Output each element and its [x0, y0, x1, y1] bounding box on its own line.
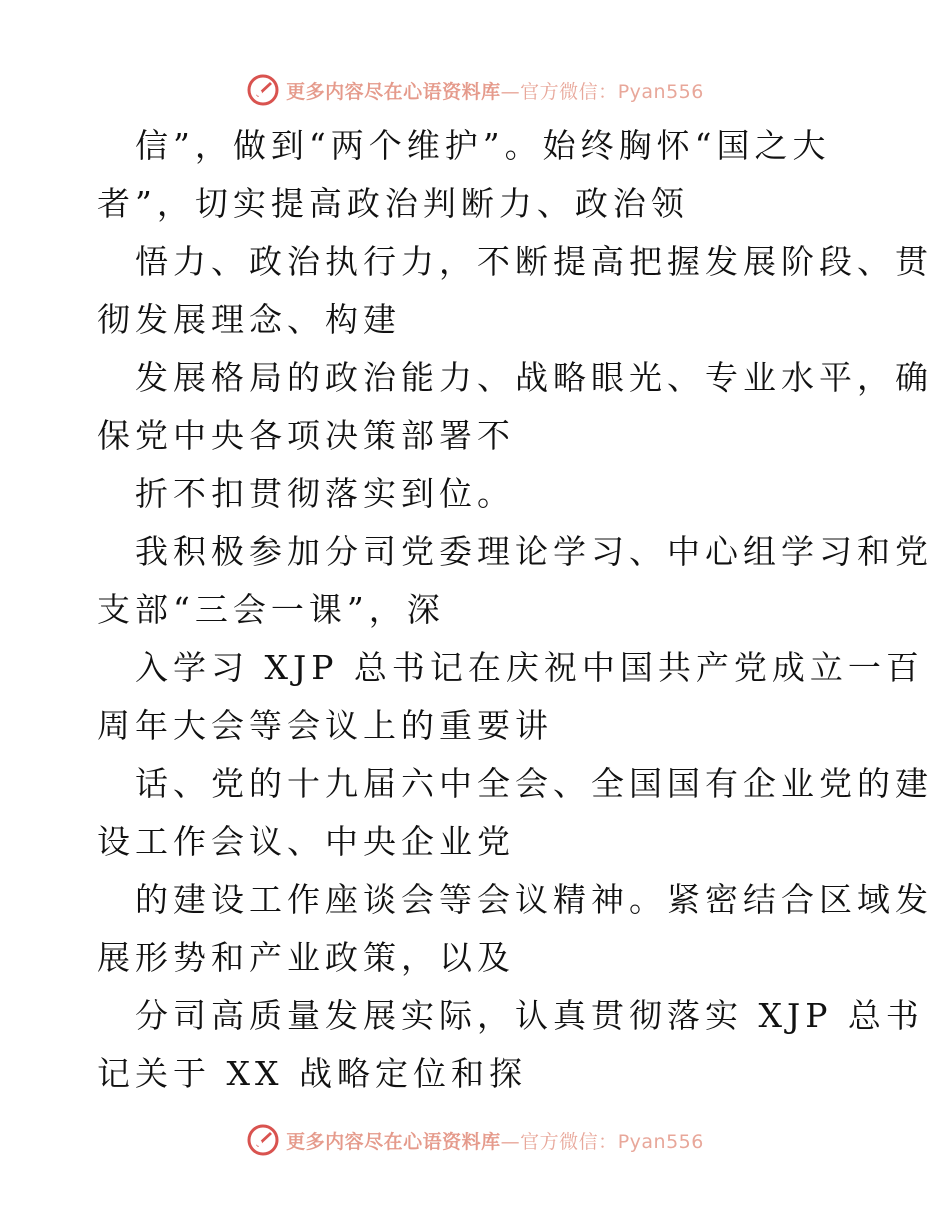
text-line: 者”，切实提高政治判断力、政治领	[97, 184, 689, 223]
logo-icon	[246, 1123, 280, 1157]
text-line: 分司高质量发展实际，认真贯彻落实 XJP 总书	[135, 996, 924, 1035]
text-line: 信”，做到“两个维护”。始终胸怀“国之大	[135, 126, 831, 165]
logo-icon	[246, 73, 280, 107]
text-line: 的建设工作座谈会等会议精神。紧密结合区域发	[135, 880, 933, 919]
text-line: 周年大会等会议上的重要讲	[97, 706, 553, 745]
text-line: 发展格局的政治能力、战略眼光、专业水平，确	[135, 358, 933, 397]
text-line: 入学习 XJP 总书记在庆祝中国共产党成立一百	[135, 648, 924, 687]
text-line: 悟力、政治执行力，不断提高把握发展阶段、贯	[135, 242, 933, 281]
footer-banner	[0, 1122, 950, 1158]
banner-text: 更多内容尽在心语资料库—官方微信：Pyan556	[286, 80, 704, 103]
text-line: 折不扣贯彻落实到位。	[135, 474, 515, 513]
header-banner	[0, 72, 950, 108]
text-line: 设工作会议、中央企业党	[97, 822, 515, 861]
text-line: 记关于 XX 战略定位和探	[97, 1054, 527, 1093]
text-line: 展形势和产业政策，以及	[97, 938, 515, 977]
text-line: 保党中央各项决策部署不	[97, 416, 515, 455]
text-line: 支部“三会一课”，深	[97, 590, 445, 629]
text-line: 话、党的十九届六中全会、全国国有企业党的建	[135, 764, 933, 803]
text-line: 彻发展理念、构建	[97, 300, 401, 339]
banner-text: 更多内容尽在心语资料库—官方微信：Pyan556	[286, 1130, 704, 1153]
text-line: 我积极参加分司党委理论学习、中心组学习和党	[135, 532, 933, 571]
